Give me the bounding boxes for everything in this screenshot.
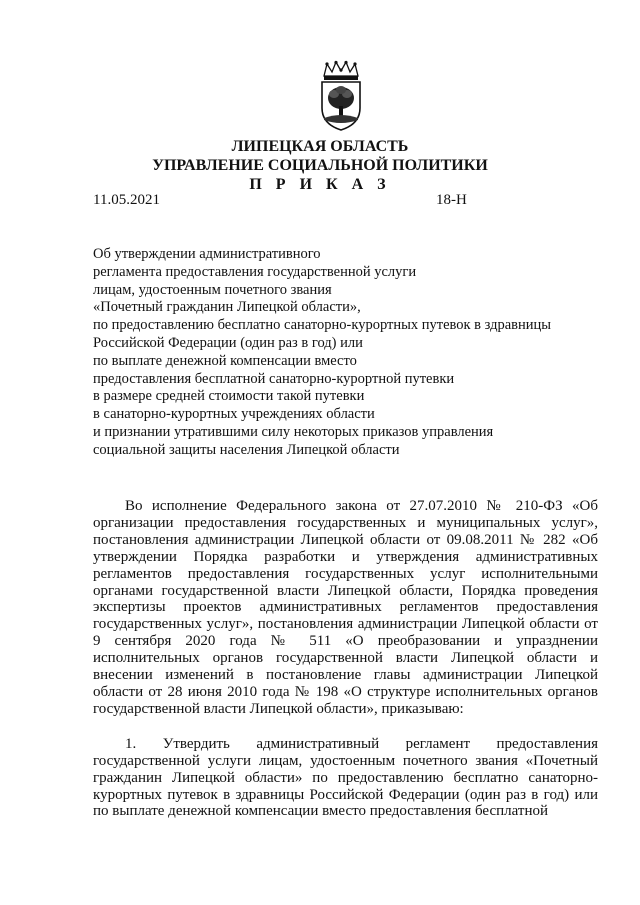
title-line: по предоставлению бесплатно санаторно-курортных путевок в здравницы: [93, 317, 552, 334]
title-line: предоставления бесплатной санаторно-курортной путевки: [93, 370, 455, 387]
region-name: ЛИПЕЦКАЯ ОБЛАСТЬ: [231, 138, 409, 155]
title-line: Российской Федерации (один раз в год) или: [93, 334, 363, 351]
document-type: П Р И К А З: [249, 176, 391, 193]
title-line: в санаторно-курортных учреждениях области: [93, 406, 375, 423]
title-line: в размере средней стоимости такой путевки: [93, 388, 365, 405]
document-body: [93, 498, 598, 820]
title-line: лицам, удостоенным почетного звания: [93, 281, 332, 298]
title-line: Об утверждении административного: [93, 246, 321, 262]
preamble-paragraph: Во исполнение Федерального закона от 27.07.2010 № 210-ФЗ «Об организации предоставления государственных и муниципальных услуг», постановления администрации Липецкой области от 09.08.2011 № 282 «Об утверждении Порядка разработки и утверждения административных регламентов предоставления государственных услуг исполнительными органами государственной власти Липецкой области, Порядка проведения экспертизы проектов административных регламентов предоставления государственных услуг», постановления администрации Липецкой области от 9 сентября 2020 года № 511 «О преобразовании и упразднении исполнительных органов государственной власти Липецкой области и внесении изменений в постановление главы администрации Липецкой области от 28 июня 2010 года № 198 «О структуре исполнительных органов государственной власти Липецкой области», приказываю:: [93, 498, 598, 717]
coat-of-arms-icon: [318, 60, 364, 132]
title-line: регламента предоставления государственной услуги: [93, 263, 417, 280]
title-line: и признании утратившими силу некоторых приказов управления: [93, 423, 494, 440]
title-line: «Почетный гражданин Липецкой области»,: [93, 299, 361, 316]
order-item-1: 1. Утвердить административный регламент предоставления государственной услуги лицам, удостоенным почетного звания «Почетный гражданин Липецкой области» по предоставлению бесплатно санаторно-курортных путевок в здравницы Российской Федерации (один раз в год) или по выплате денежной компенсации вместо предоставления бесплатной: [93, 735, 598, 820]
document-number: 18-Н: [436, 192, 467, 208]
title-line: по выплате денежной компенсации вместо: [93, 352, 357, 369]
department-name: УПРАВЛЕНИЕ СОЦИАЛЬНОЙ ПОЛИТИКИ: [152, 157, 488, 174]
document-title: [93, 246, 613, 460]
document-date: 11.05.2021: [93, 192, 160, 208]
title-line: социальной защиты населения Липецкой области: [93, 441, 400, 458]
